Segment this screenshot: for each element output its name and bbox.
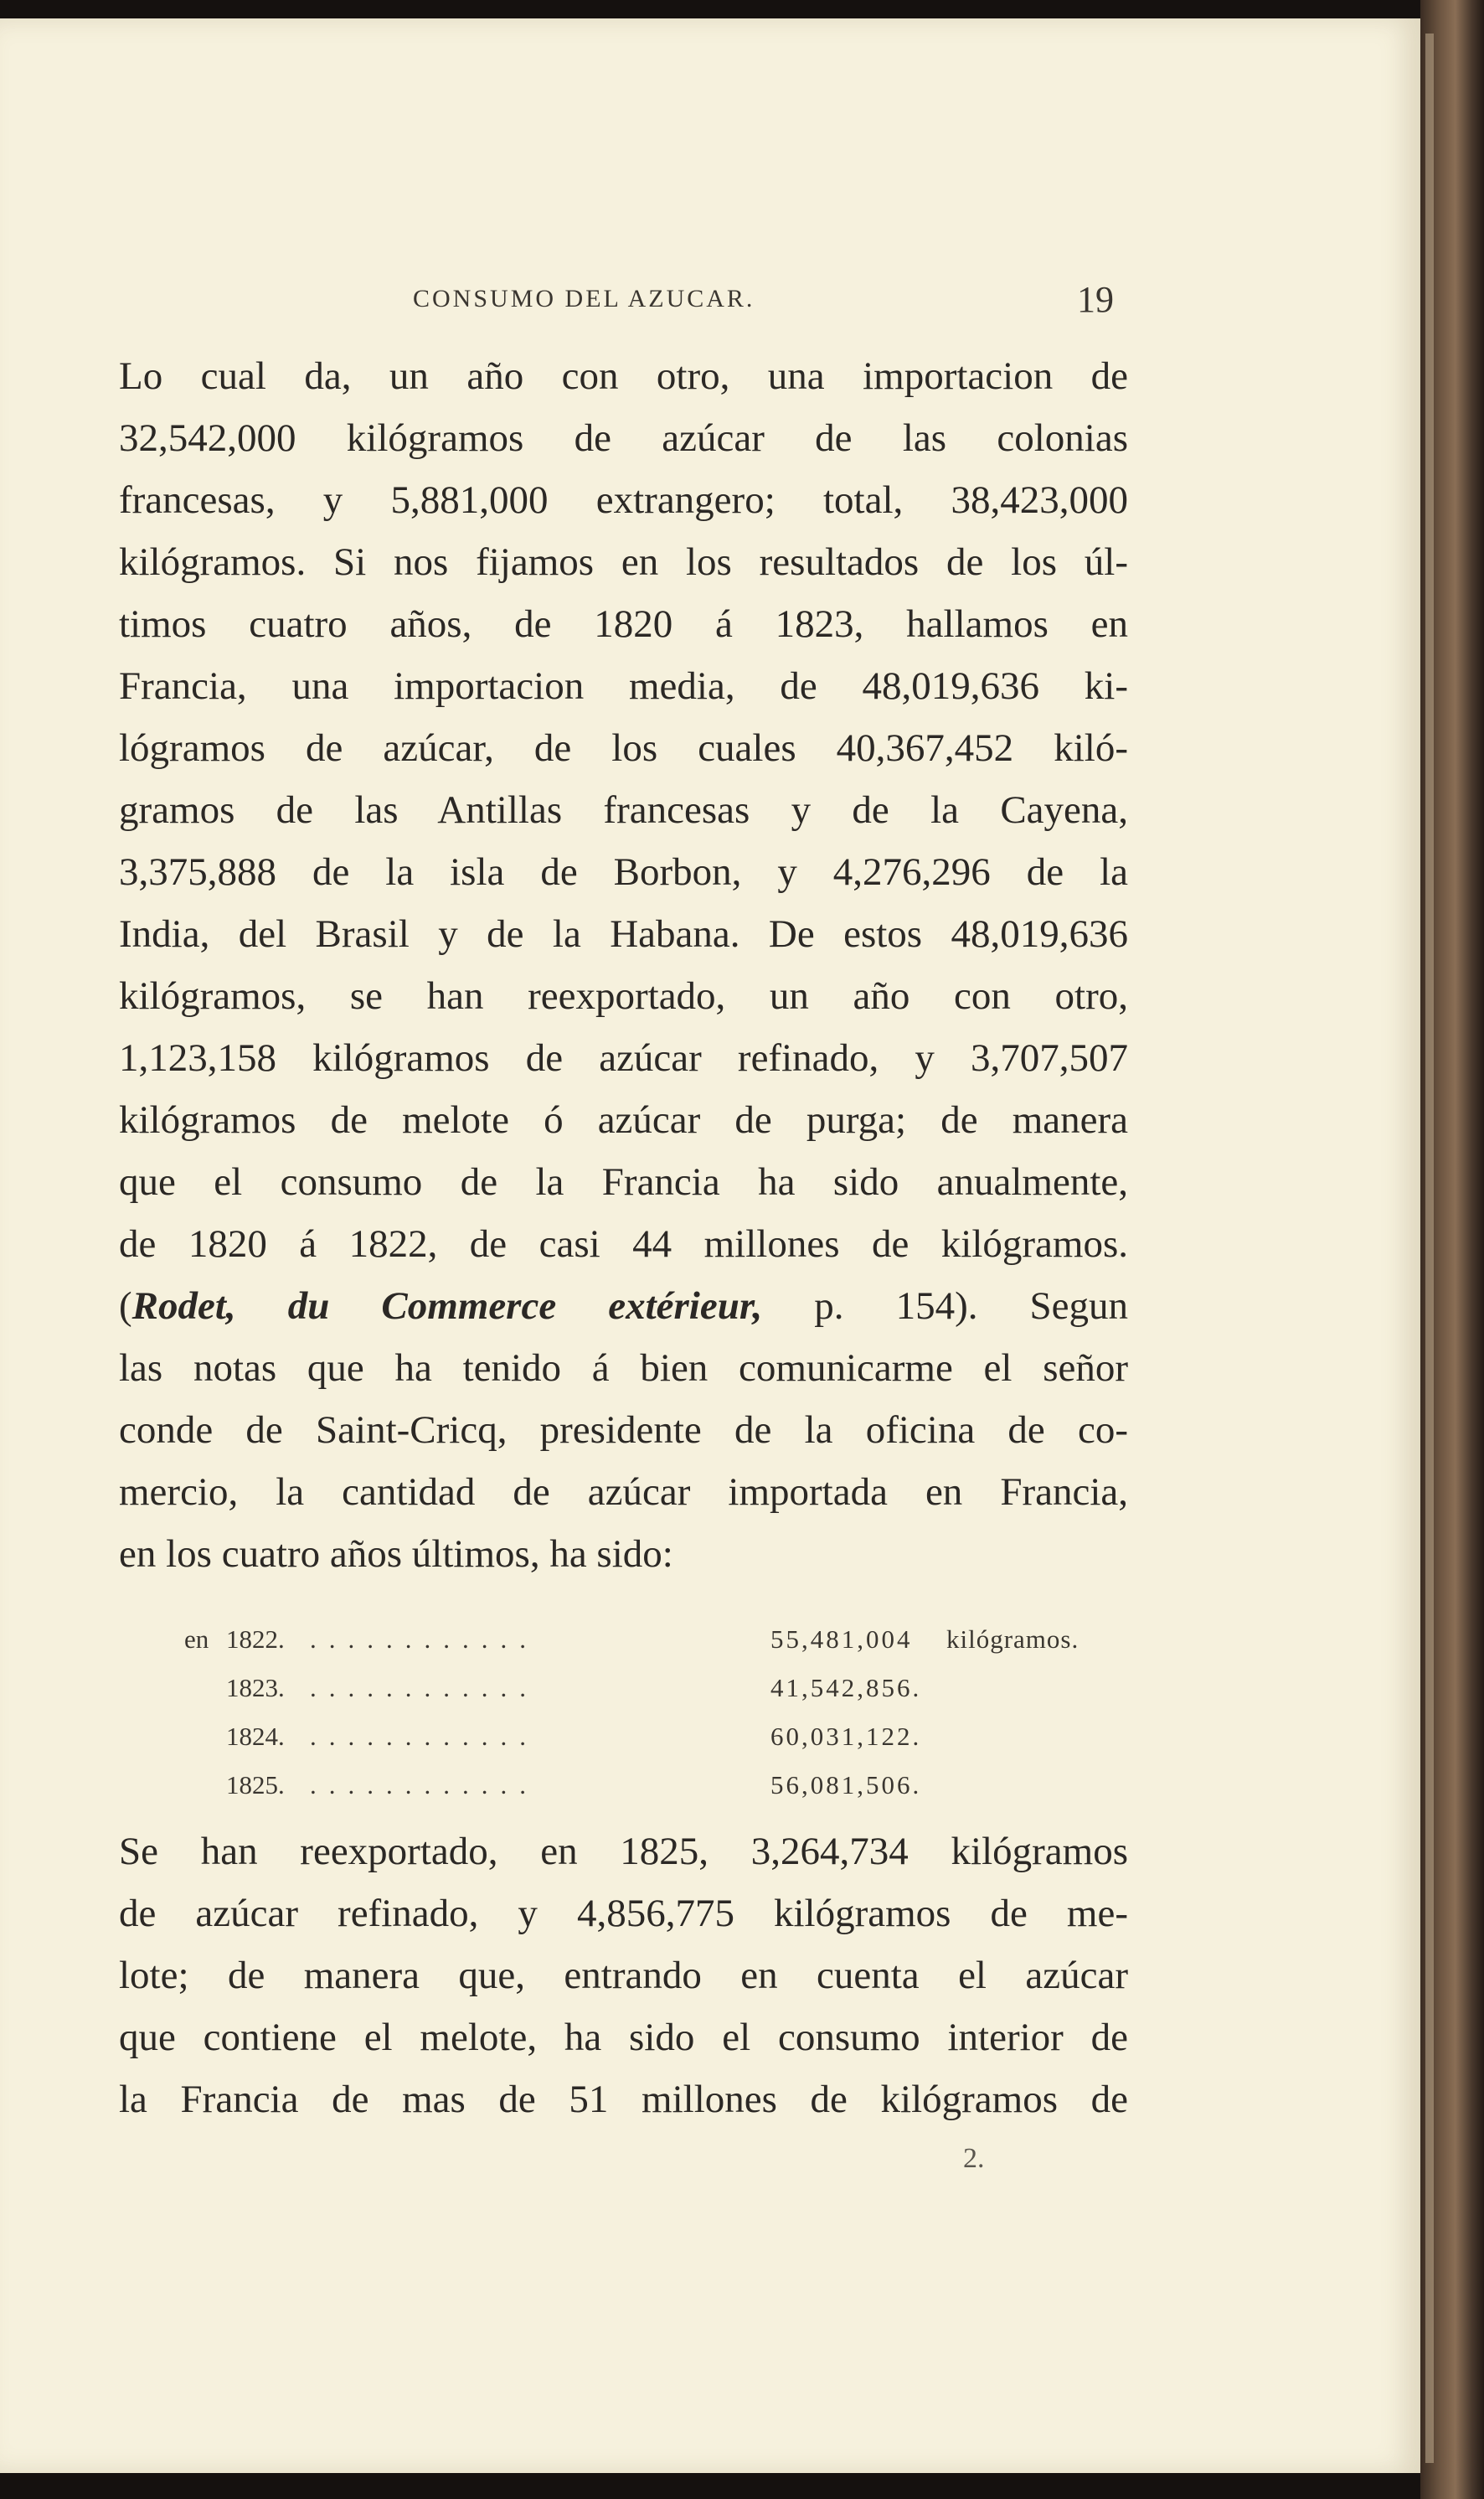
text-line: conde de Saint-Cricq, presidente de la oficina de co-	[119, 1408, 1128, 1452]
row-prefix: en	[184, 1624, 209, 1654]
text-line: 3,375,888 de la isla de Borbon, y 4,276,296 de la	[119, 850, 1128, 894]
table-row	[184, 1761, 1131, 1810]
text-line: francesas, y 5,881,000 extrangero; total, 38,423,000	[119, 478, 1128, 522]
text-line: kilógramos. Si nos fijamos en los resultados de los úl-	[119, 540, 1128, 584]
text-line: la Francia de mas de 51 millones de kilógramos de	[119, 2078, 1128, 2121]
text-line: India, del Brasil y de la Habana. De estos 48,019,636	[119, 912, 1128, 956]
text-line: lote; de manera que, entrando en cuenta el azúcar	[119, 1954, 1128, 1997]
text-line: lógramos de azúcar, de los cuales 40,367,452 kiló-	[119, 726, 1128, 770]
text-line: que contiene el melote, ha sido el consumo interior de	[119, 2016, 1128, 2059]
row-year: 1824.	[226, 1722, 285, 1751]
table-row	[184, 1664, 1131, 1712]
text-line: de 1820 á 1822, de casi 44 millones de kilógramos.	[119, 1222, 1128, 1266]
dot-leader: ............	[310, 1722, 538, 1751]
running-title: CONSUMO DEL AZUCAR.	[413, 285, 755, 312]
table-row	[184, 1712, 1131, 1761]
row-value: 55,481,004	[770, 1624, 913, 1654]
dot-leader: ............	[310, 1673, 538, 1702]
dot-leader: ............	[310, 1624, 538, 1654]
text-line: las notas que ha tenido á bien comunicarme el señor	[119, 1346, 1128, 1390]
text-line: mercio, la cantidad de azúcar importada en Francia,	[119, 1470, 1128, 1514]
citation-open: (	[119, 1284, 132, 1328]
row-year: 1823.	[226, 1673, 285, 1702]
citation-line	[119, 1275, 1128, 1337]
text-line: gramos de las Antillas francesas y de la Cayena,	[119, 788, 1128, 832]
text-line: de azúcar refinado, y 4,856,775 kilógramos de me-	[119, 1892, 1128, 1935]
paragraph-reexport	[119, 1820, 1128, 2130]
citation-rest: p. 154). Segun	[762, 1284, 1128, 1328]
text-line: timos cuatro años, de 1820 á 1823, hallamos en	[119, 602, 1128, 646]
text-line: 32,542,000 kilógramos de azúcar de las colonias	[119, 416, 1128, 460]
page-number: 19	[1077, 279, 1114, 320]
page-edges	[1425, 34, 1434, 2463]
text-line: kilógramos, se han reexportado, un año con otro,	[119, 974, 1128, 1018]
row-year: 1822.	[226, 1624, 285, 1654]
row-value: 41,542,856.	[770, 1673, 922, 1702]
row-year: 1825.	[226, 1770, 285, 1799]
row-value: 60,031,122.	[770, 1722, 922, 1751]
text-line: que el consumo de la Francia ha sido anualmente,	[119, 1160, 1128, 1204]
dot-leader: ............	[310, 1770, 538, 1799]
paragraph-consumption	[119, 345, 1128, 1585]
citation-source: Rodet, du Commerce extérieur,	[131, 1284, 763, 1328]
signature-mark: 2.	[963, 2143, 985, 2174]
text-line: en los cuatro años últimos, ha sido:	[119, 1532, 673, 1576]
text-line: Francia, una importacion media, de 48,019,636 ki-	[119, 664, 1128, 708]
text-line: kilógramos de melote ó azúcar de purga; de manera	[119, 1098, 1128, 1142]
row-unit: kilógramos.	[946, 1624, 1080, 1654]
text-line: Lo cual da, un año con otro, una importacion de	[119, 354, 1128, 398]
row-value: 56,081,506.	[770, 1770, 922, 1799]
imports-table	[184, 1615, 1131, 1810]
text-line: Se han reexportado, en 1825, 3,264,734 kilógramos	[119, 1830, 1128, 1873]
text-line: 1,123,158 kilógramos de azúcar refinado, y 3,707,507	[119, 1036, 1128, 1080]
table-row	[184, 1615, 1131, 1664]
